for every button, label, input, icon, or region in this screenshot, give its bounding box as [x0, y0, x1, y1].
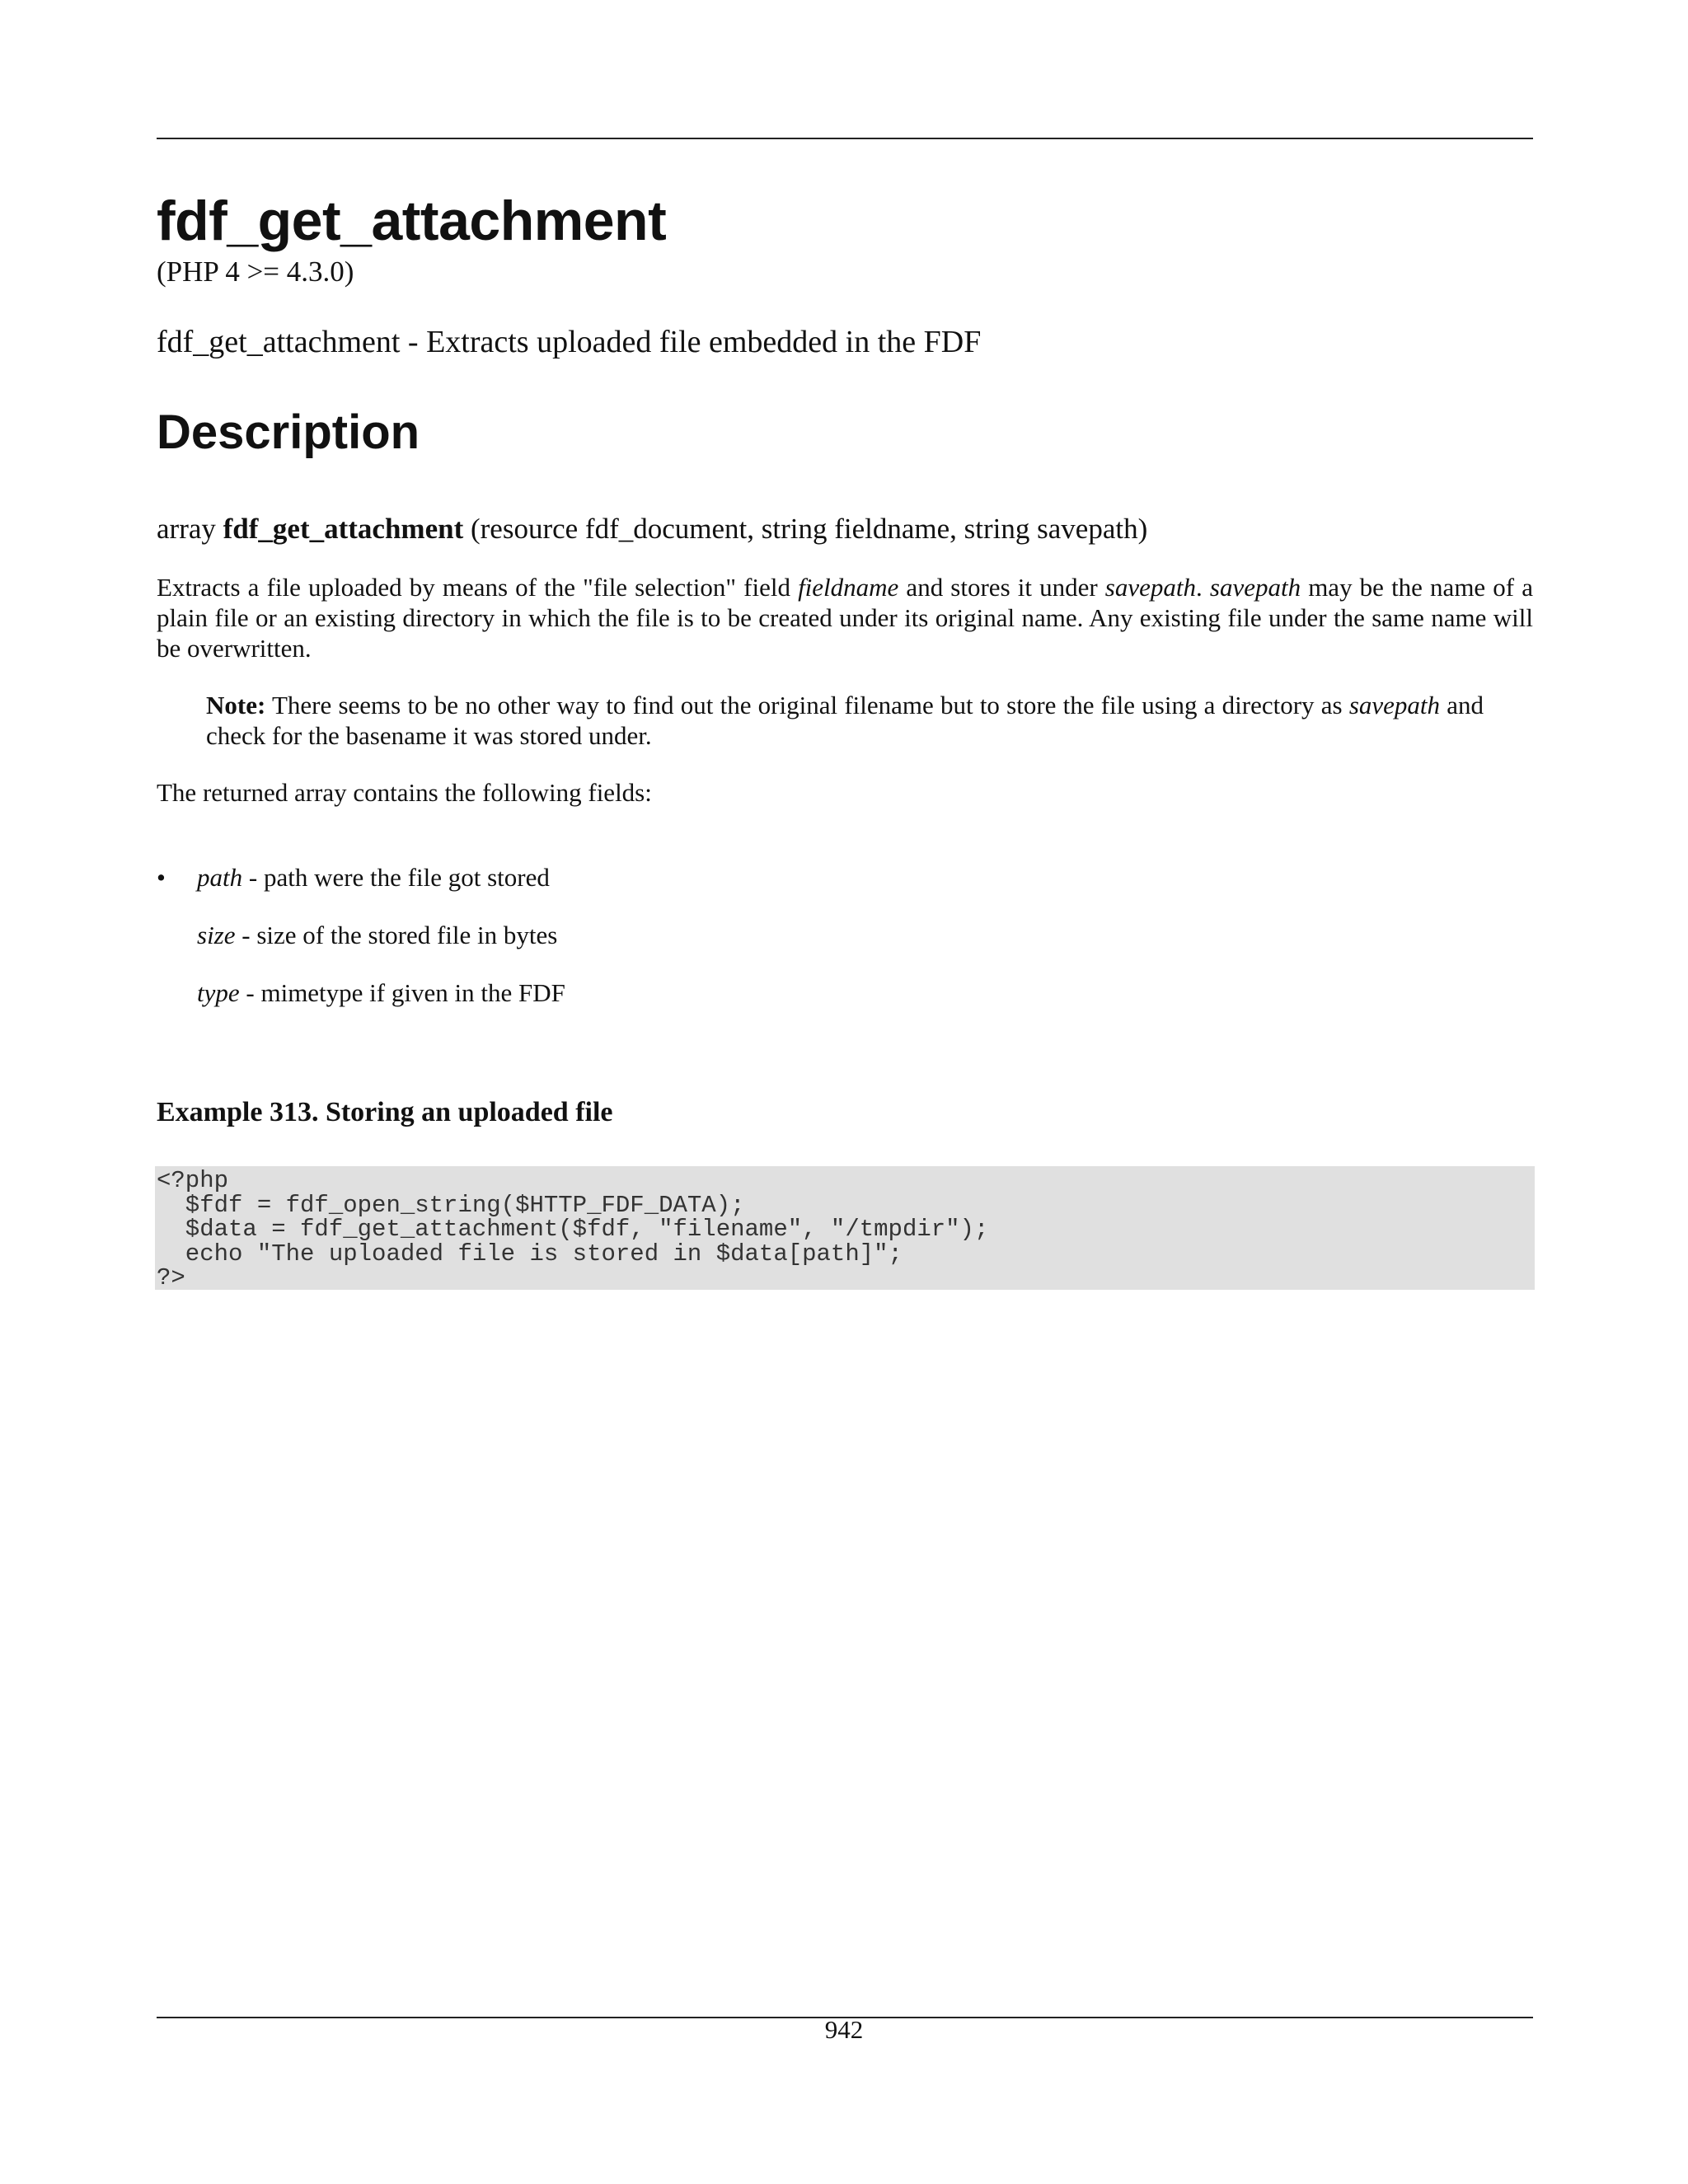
example-title: Example 313. Storing an uploaded file	[157, 1097, 613, 1127]
note-text: and check for the basename it was stored under.	[206, 691, 1484, 750]
field-name: type	[197, 978, 240, 1007]
fields-intro: The returned array contains the following fields:	[157, 778, 652, 807]
synopsis-return-type: array	[157, 513, 216, 545]
description-heading: Description	[157, 405, 420, 459]
function-purpose: fdf_get_attachment - Extracts uploaded file embedded in the FDF	[157, 325, 982, 359]
code-line: $data = fdf_get_attachment($fdf, "filename", "/tmpdir");	[157, 1216, 989, 1243]
param-savepath: savepath	[1348, 691, 1441, 719]
code-line: <?php	[157, 1167, 229, 1194]
bullet-icon: •	[157, 863, 166, 892]
function-synopsis	[157, 511, 1147, 547]
version-info: (PHP 4 >= 4.3.0)	[157, 255, 354, 288]
synopsis-function-name: fdf_get_attachment	[223, 513, 464, 545]
field-text: - path were the file got stored	[242, 863, 550, 892]
paragraph-text: and stores it under	[898, 573, 1105, 602]
code-line: $fdf = fdf_open_string($HTTP_FDF_DATA);	[157, 1191, 745, 1219]
page-title: fdf_get_attachment	[157, 190, 667, 252]
field-item-type	[197, 977, 565, 1008]
note-block	[206, 690, 1484, 751]
note-text: There seems to be no other way to find out the original filename but to store the file using a directory as	[265, 691, 1349, 719]
param-savepath: savepath	[1209, 573, 1301, 602]
top-rule	[157, 138, 1533, 139]
field-item-size	[197, 920, 557, 950]
param-fieldname: fieldname	[798, 573, 899, 602]
field-text: - size of the stored file in bytes	[235, 921, 558, 949]
note-label: Note:	[206, 691, 266, 719]
field-item-path	[197, 862, 550, 893]
synopsis-params: (resource fdf_document, string fieldname, string savepath)	[470, 513, 1148, 545]
field-text: - mimetype if given in the FDF	[239, 978, 565, 1007]
code-block	[155, 1166, 1535, 1290]
field-name: size	[197, 921, 236, 949]
code-line: ?>	[157, 1264, 185, 1291]
page-number: 942	[824, 2015, 864, 2044]
paragraph-text: .	[1196, 573, 1210, 602]
field-name: path	[197, 863, 243, 892]
paragraph-text: Extracts a file uploaded by means of the "file selection" field	[157, 573, 799, 602]
code-line: echo "The uploaded file is stored in $data[path]";	[157, 1240, 903, 1268]
paragraph-text: may be the name of a plain file or an existing directory in which the file is to be created under its original name. Any existing file under the same name will be overwritten.	[157, 573, 1534, 663]
param-savepath: savepath	[1104, 573, 1196, 602]
description-paragraph	[157, 572, 1533, 663]
